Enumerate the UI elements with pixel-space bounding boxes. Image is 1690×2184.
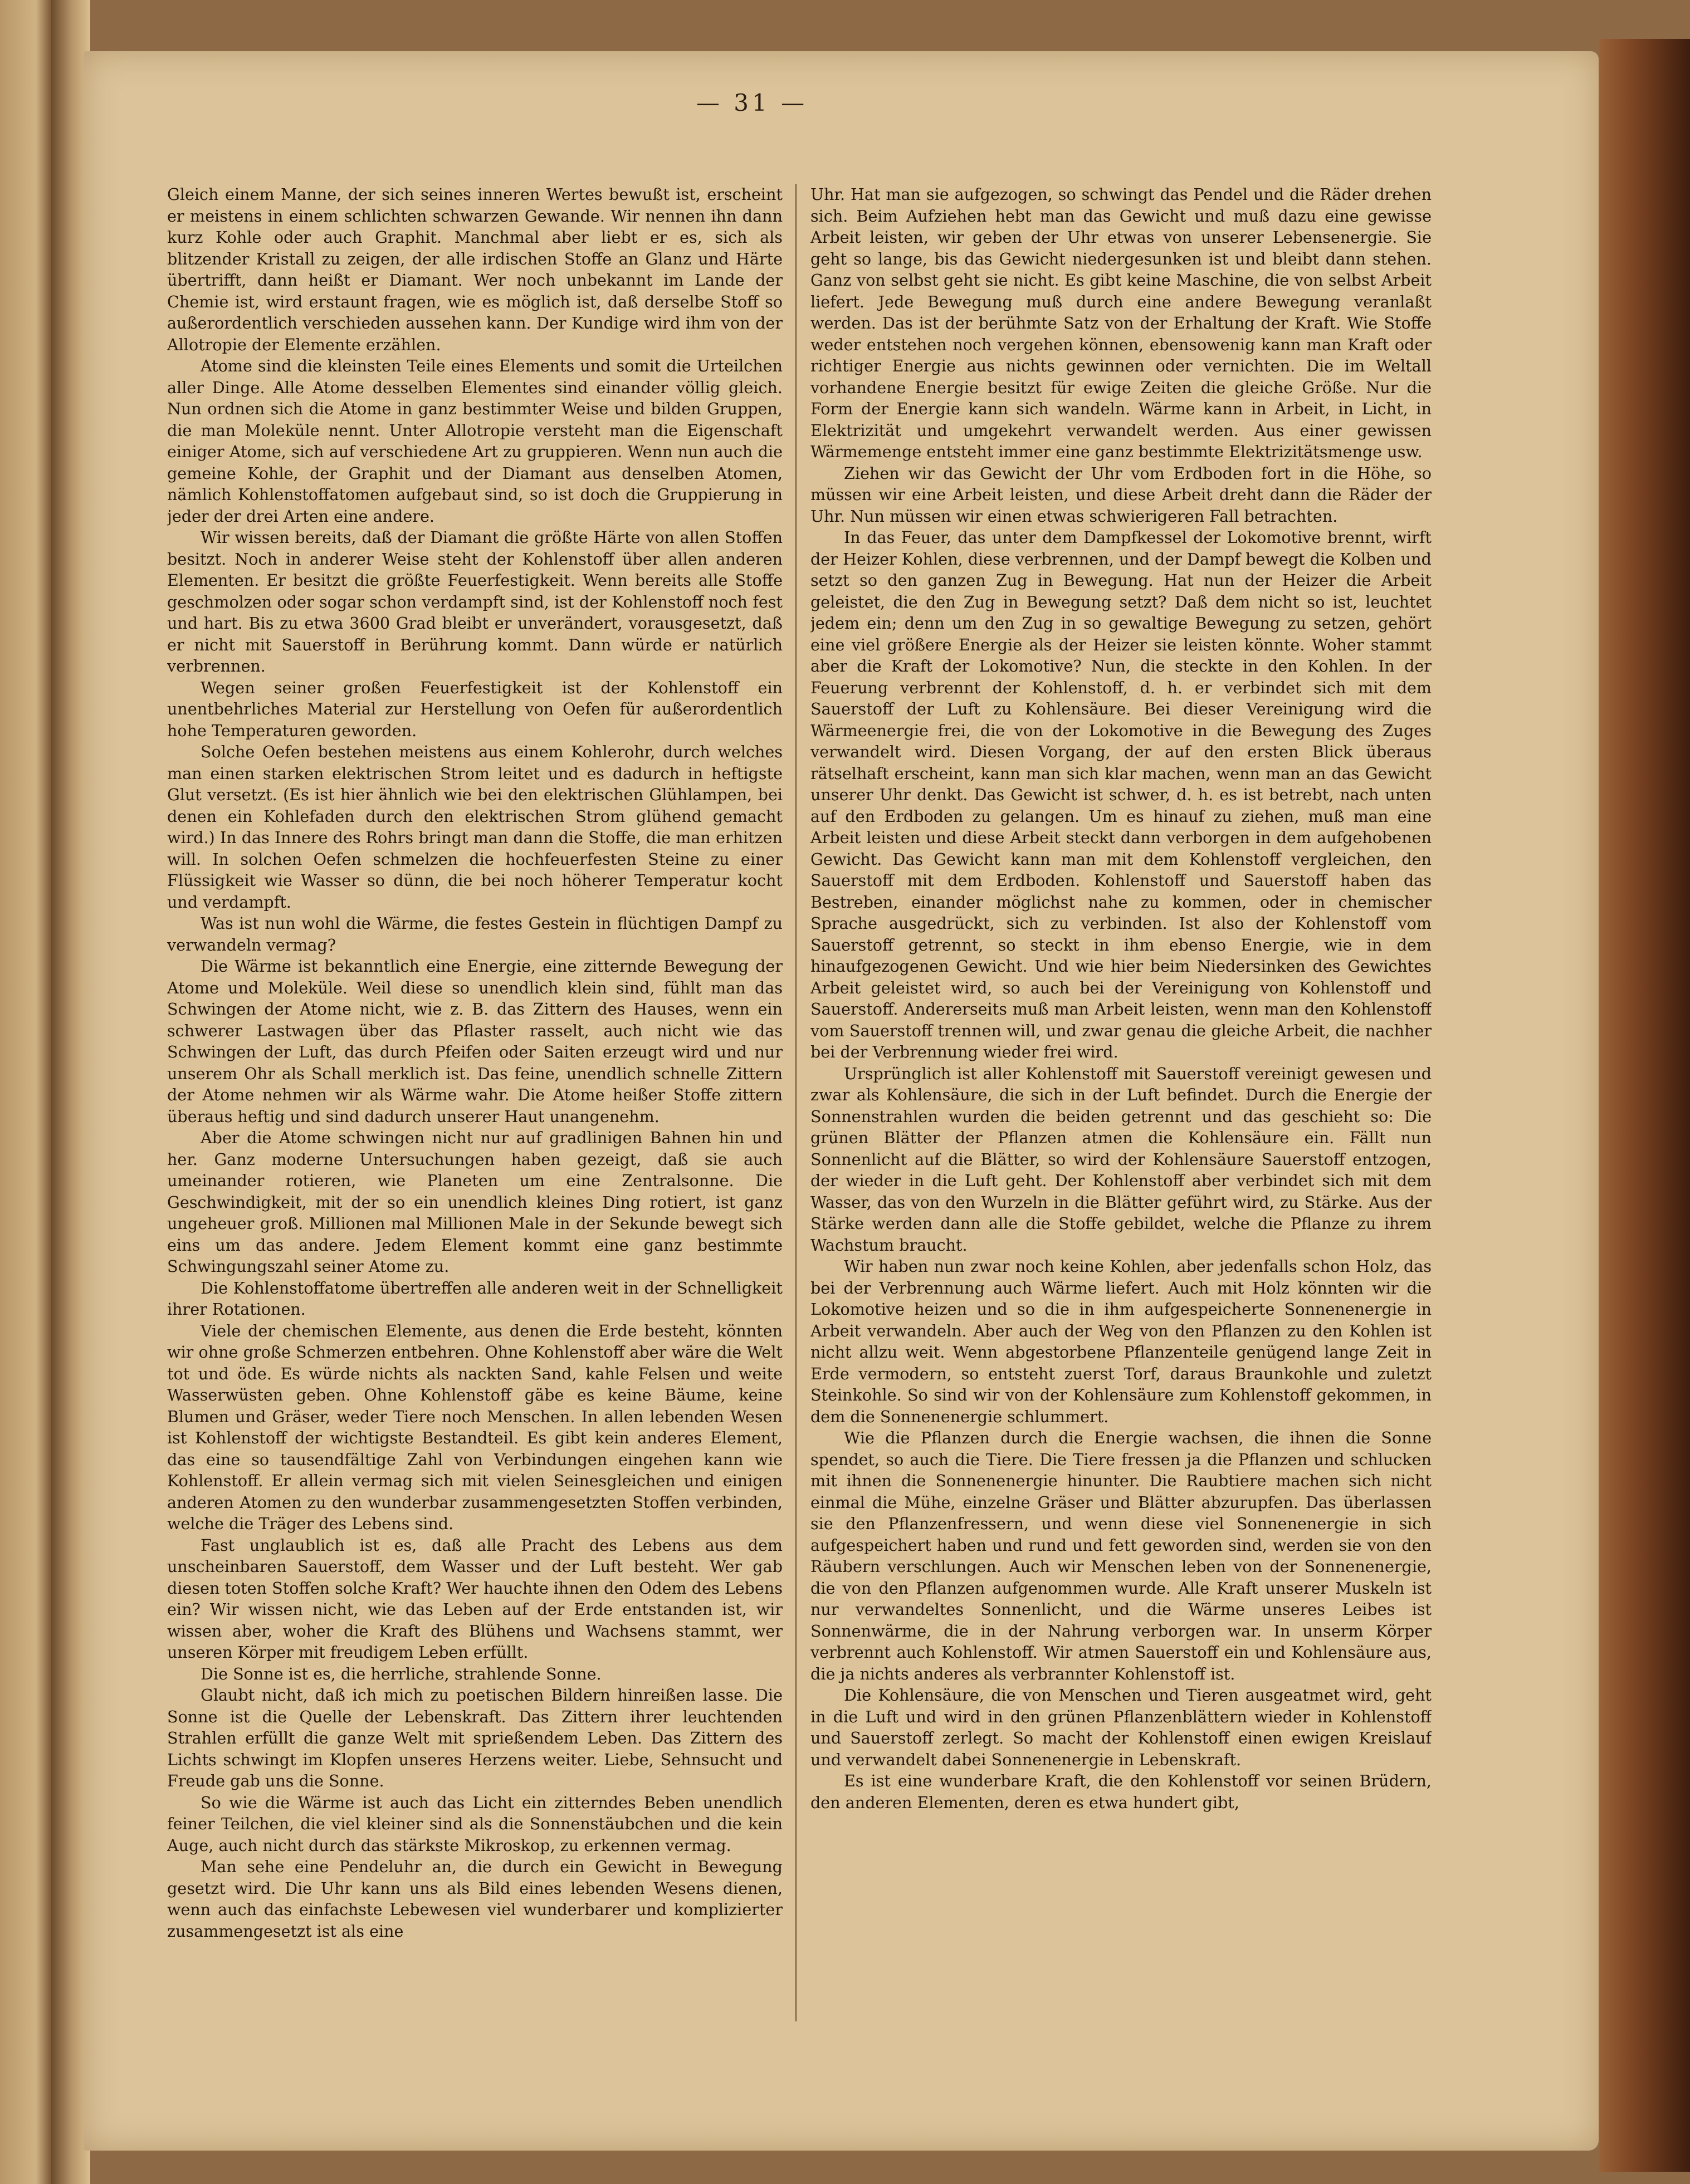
- paragraph: Uhr. Hat man sie aufgezogen, so schwingt das Pendel und die Räder drehen sich. Beim Aufziehen hebt man das Gewicht und muß dazu eine gewisse Arbeit leisten, wir geben der Uhr etwas von unserer Lebensenergie. Sie geht so lange, bis das Gewicht niedergesunken ist und bleibt dann stehen. Ganz von selbst geht sie nicht. Es gibt keine Maschine, die von selbst Arbeit liefert. Jede Bewegung muß durch eine andere Bewegung veranlaßt werden. Das ist der berühmte Satz von der Erhaltung der Kraft. Wie Stoffe weder entstehen noch vergehen können, ebensowenig kann man Kraft oder richtiger Energie aus nichts gewinnen oder vernichten. Die im Weltall vorhandene Energie besitzt für ewige Zeiten die gleiche Größe. Nur die Form der Energie kann sich wandeln. Wärme kann in Arbeit, in Licht, in Elektrizität und umgekehrt verwandelt werden. Aus einer gewissen Wärmemenge entsteht immer eine ganz bestimmte Elektrizitätsmenge usw.: [810, 185, 1432, 461]
- paragraph: Solche Oefen bestehen meistens aus einem Kohlerohr, durch welches man einen starken elektrischen Strom leitet und es dadurch in heftigste Glut versetzt. (Es ist hier ähnlich wie bei den elektrischen Glühlampen, bei denen ein Kohlefaden durch den elektrischen Strom glühend gemacht wird.) In das Innere des Rohrs bringt man dann die Stoffe, die man erhitzen will. In solchen Oefen schmelzen die hochfeuerfesten Steine zu einer Flüssigkeit wie Wasser so dünn, die bei noch höherer Temperatur kocht und verdampft.: [167, 742, 783, 912]
- paragraph: Glaubt nicht, daß ich mich zu poetischen Bildern hinreißen lasse. Die Sonne ist die Quelle der Lebenskraft. Das Zittern ihrer leuchtenden Strahlen erfüllt die ganze Welt mit sprießendem Leben. Das Zittern des Lichts schwingt im Klopfen unseres Herzens weiter. Liebe, Sehnsucht und Freude gab uns die Sonne.: [167, 1686, 783, 1790]
- paragraph: Ursprünglich ist aller Kohlenstoff mit Sauerstoff vereinigt gewesen und zwar als Kohlensäure, die sich in der Luft befindet. Durch die Energie der Sonnenstrahlen wurden die beiden getrennt und das geschieht so: Die grünen Blätter der Pflanzen atmen die Kohlensäure ein. Fällt nun Sonnenlicht auf die Blätter, so wird der Kohlensäure Sauerstoff entzogen, der wieder in die Luft geht. Der Kohlenstoff aber verbindet sich mit dem Wasser, das von den Wurzeln in die Blätter geführt wird, zu Stärke. Aus der Stärke werden dann alle die Stoffe gebildet, welche die Pflanze zu ihrem Wachstum braucht.: [810, 1064, 1432, 1255]
- paragraph: Die Sonne ist es, die herrliche, strahlende Sonne.: [201, 1664, 602, 1683]
- binder-edge: [1599, 39, 1690, 2172]
- facing-page-edge: [0, 0, 51, 2184]
- paragraph: Wir haben nun zwar noch keine Kohlen, aber jedenfalls schon Holz, das bei der Verbrennung auch Wärme liefert. Auch mit Holz könnten wir die Lokomotive heizen und so die in ihm aufgespeicherte Sonnenenergie in Arbeit verwandeln. Aber auch der Weg von den Pflanzen zu den Kohlen ist nicht allzu weit. Wenn abgestorbene Pflanzenteile genügend lange Zeit in Erde vermodern, so entsteht zuerst Torf, daraus Braunkohle und zuletzt Steinkohle. So sind wir von der Kohlensäure zum Kohlenstoff gekommen, in dem die Sonnenenergie schlummert.: [810, 1257, 1432, 1426]
- paragraph: So wie die Wärme ist auch das Licht ein zitterndes Beben unendlich feiner Teilchen, die viel kleiner sind als die Sonnenstäubchen und die kein Auge, auch nicht durch das stärkste Mikroskop, zu erkennen vermag.: [167, 1793, 783, 1855]
- paragraph: Aber die Atome schwingen nicht nur auf gradlinigen Bahnen hin und her. Ganz moderne Untersuchungen haben gezeigt, daß sie auch umeinander rotieren, wie Planeten um eine Zentralsonne. Die Geschwindigkeit, mit der so ein unendlich kleines Ding rotiert, ist ganz ungeheuer groß. Millionen mal Millionen Male in der Sekunde bewegt sich eins um das andere. Jedem Element kommt eine ganz bestimmte Schwingungszahl seiner Atome zu.: [167, 1128, 783, 1276]
- text-column-right: [810, 184, 1432, 2112]
- paragraph: Ziehen wir das Gewicht der Uhr vom Erdboden fort in die Höhe, so müssen wir eine Arbeit leisten, und diese Arbeit dreht dann die Räder der Uhr. Nun müssen wir einen etwas schwierigeren Fall betrachten.: [810, 463, 1432, 526]
- paragraph: Die Kohlensäure, die von Menschen und Tieren ausgeatmet wird, geht in die Luft und wird in den grünen Pflanzenblättern wieder in Kohlenstoff und Sauerstoff zerlegt. So macht der Kohlenstoff einen ewigen Kreislauf und verwandelt dabei Sonnenenergie in Lebenskraft.: [810, 1686, 1432, 1769]
- paragraph: Wegen seiner großen Feuerfestigkeit ist der Kohlenstoff ein unentbehrliches Material zur Herstellung von Oefen für außerordentlich hohe Temperaturen geworden.: [167, 678, 783, 740]
- column-divider: [795, 184, 797, 2021]
- paragraph: Was ist nun wohl die Wärme, die festes Gestein in flüchtigen Dampf zu verwandeln vermag?: [167, 914, 783, 954]
- paragraph: Die Wärme ist bekanntlich eine Energie, eine zitternde Bewegung der Atome und Moleküle. Weil diese so unendlich klein sind, fühlt man das Schwingen der Atome nicht, wie z. B. das Zittern des Hauses, wenn ein schwerer Lastwagen über das Pflaster rasselt, auch nicht wie das Schwingen der Luft, das durch Pfeifen oder Saiten erzeugt wird und nur unserem Ohr als Schall merklich ist. Das feine, unendlich schnelle Zittern der Atome nehmen wir als Wärme wahr. Die Atome heißer Stoffe zittern überaus heftig und sind dadurch unserer Haut unangenehm.: [167, 957, 783, 1126]
- page-number: — 31 —: [696, 89, 808, 116]
- paragraph: Fast unglaublich ist es, daß alle Pracht des Lebens aus dem unscheinbaren Sauerstoff, dem Wasser und der Luft besteht. Wer gab diesen toten Stoffen solche Kraft? Wer hauchte ihnen den Odem des Lebens ein? Wir wissen nicht, wie das Leben auf der Erde entstanden ist, wir wissen aber, woher die Kraft des Blühens und Wachsens stammt, wer unseren Körper mit freudigem Leben erfüllt.: [167, 1535, 783, 1662]
- paragraph: Man sehe eine Pendeluhr an, die durch ein Gewicht in Bewegung gesetzt wird. Die Uhr kann uns als Bild eines lebenden Wesens dienen, wenn auch das einfachste Lebewesen viel wunderbarer und komplizierter zusammengesetzt ist als eine: [167, 1857, 783, 1941]
- paragraph: Atome sind die kleinsten Teile eines Elements und somit die Urteilchen aller Dinge. Alle Atome desselben Elementes sind einander völlig gleich. Nun ordnen sich die Atome in ganz bestimmter Weise und bilden Gruppen, die man Moleküle nennt. Unter Allotropie versteht man die Eigenschaft einiger Atome, sich auf verschiedene Art zu gruppieren. Wenn nun auch die gemeine Kohle, der Graphit und der Diamant aus denselben Atomen, nämlich Kohlenstoffatomen aufgebaut sind, so ist doch die Gruppierung in jeder der drei Arten eine andere.: [167, 356, 783, 526]
- paragraph: Gleich einem Manne, der sich seines inneren Wertes bewußt ist, erscheint er meistens in einem schlichten schwarzen Gewande. Wir nennen ihn dann kurz Kohle oder auch Graphit. Manchmal aber liebt er es, sich als blitzender Kristall zu zeigen, der alle irdischen Stoffe an Glanz und Härte übertrifft, dann heißt er Diamant. Wer noch unbekannt im Lande der Chemie ist, wird erstaunt fragen, wie es möglich ist, daß derselbe Stoff so außerordentlich verschieden aussehen kann. Der Kundige wird ihm von der Allotropie der Elemente erzählen.: [167, 185, 783, 354]
- paragraph: In das Feuer, das unter dem Dampfkessel der Lokomotive brennt, wirft der Heizer Kohlen, diese verbrennen, und der Dampf bewegt die Kolben und setzt so den ganzen Zug in Bewegung. Hat nun der Heizer die Arbeit geleistet, die den Zug in Bewegung setzt? Daß dem nicht so ist, leuchtet jedem ein; denn um den Zug in so gewaltige Bewegung zu setzen, gehört eine viel größere Energie als der Heizer sie leisten könnte. Woher stammt aber die Kraft der Lokomotive? Nun, die steckte in den Kohlen. In der Feuerung verbrennt der Kohlenstoff, d. h. er verbindet sich mit dem Sauerstoff der Luft zu Kohlensäure. Bei dieser Vereinigung wird die Wärmeenergie frei, die von der Lokomotive in die Bewegung des Zuges verwandelt wird. Diesen Vorgang, der auf den ersten Blick überaus rätselhaft erscheint, kann man sich klar machen, wenn man an das Gewicht unserer Uhr denkt. Das Gewicht ist schwer, d. h. es ist betrebt, nach unten auf den Erdboden zu gelangen. Um es hinauf zu ziehen, muß man eine Arbeit leisten und diese Arbeit steckt dann verborgen in dem aufgehobenen Gewicht. Das Gewicht kann man mit dem Kohlenstoff vergleichen, den Sauerstoff mit dem Erdboden. Kohlenstoff und Sauerstoff haben das Bestreben, einander möglichst nahe zu kommen, oder in chemischer Sprache ausgedrückt, sich zu verbinden. Ist also der Kohlenstoff vom Sauerstoff getrennt, so steckt in ihm ebenso Energie, wie in dem hinaufgezogenen Gewicht. Und wie hier beim Niedersinken des Gewichtes Arbeit geleistet wird, so auch bei der Vereinigung von Kohlenstoff und Sauerstoff. Andererseits muß man Arbeit leisten, wenn man den Kohlenstoff vom Sauerstoff trennen will, und zwar genau die gleiche Arbeit, die nachher bei der Verbrennung wieder frei wird.: [810, 528, 1432, 1061]
- paragraph: Die Kohlenstoffatome übertreffen alle anderen weit in der Schnelligkeit ihrer Rotationen.: [167, 1278, 783, 1319]
- text-column-left: [167, 184, 783, 2112]
- paragraph: Es ist eine wunderbare Kraft, die den Kohlenstoff vor seinen Brüdern, den anderen Elementen, deren es etwa hundert gibt,: [810, 1771, 1432, 1812]
- paragraph: Wie die Pflanzen durch die Energie wachsen, die ihnen die Sonne spendet, so auch die Tiere. Die Tiere fressen ja die Pflanzen und schlucken mit ihnen die Sonnenenergie hinunter. Die Raubtiere machen sich nicht einmal die Mühe, einzelne Gräser und Blätter abzurupfen. Das überlassen sie den Pflanzenfressern, und wenn diese viel Sonnenenergie in sich aufgespeichert haben und rund und fett geworden sind, werden sie von den Räubern verschlungen. Auch wir Menschen leben von der Sonnenenergie, die von den Pflanzen aufgenommen wurde. Alle Kraft unserer Muskeln ist nur verwandeltes Sonnenlicht, und die Wärme unseres Leibes ist Sonnenwärme, die in der Nahrung verborgen war. In unserm Körper verbrennt auch Kohlenstoff. Wir atmen Sauerstoff ein und Kohlensäure aus, die ja nichts anderes als verbrannter Kohlenstoff ist.: [810, 1428, 1432, 1683]
- paragraph: Viele der chemischen Elemente, aus denen die Erde besteht, könnten wir ohne große Schmerzen entbehren. Ohne Kohlenstoff aber wäre die Welt tot und öde. Es würde nichts als nackten Sand, kahle Felsen und weite Wasserwüsten geben. Ohne Kohlenstoff gäbe es keine Bäume, keine Blumen und Gräser, weder Tiere noch Menschen. In allen lebenden Wesen ist Kohlenstoff der wichtigste Bestandteil. Es gibt kein anderes Element, das eine so tausendfältige Zahl von Verbindungen eingehen kann wie Kohlenstoff. Er allein vermag sich mit vielen Seinesgleichen und einigen anderen Atomen zu den wunderbar zusammengesetzten Stoffen verbinden, welche die Träger des Lebens sind.: [167, 1321, 783, 1533]
- paragraph: Wir wissen bereits, daß der Diamant die größte Härte von allen Stoffen besitzt. Noch in anderer Weise steht der Kohlenstoff über allen anderen Elementen. Er besitzt die größte Feuerfestigkeit. Wenn bereits alle Stoffe geschmolzen oder sogar schon verdampft sind, ist der Kohlenstoff noch fest und hart. Bis zu etwa 3600 Grad bleibt er unverändert, vorausgesetzt, daß er nicht mit Sauerstoff in Berührung kommt. Dann würde er natürlich verbrennen.: [167, 528, 783, 675]
